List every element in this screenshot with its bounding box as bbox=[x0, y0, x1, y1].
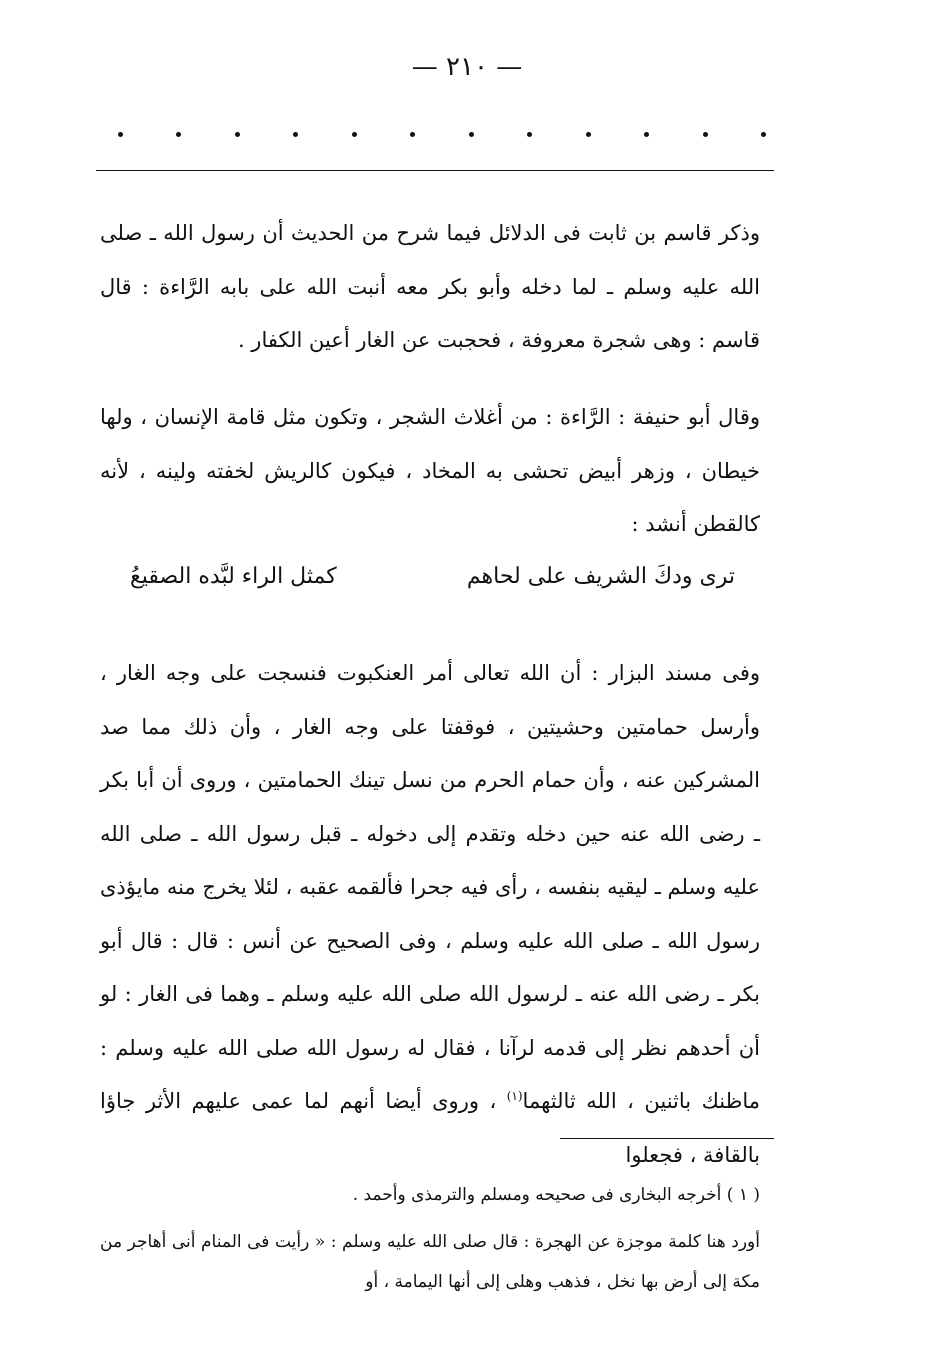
footnote-1: ( ١ ) أخرجه البخارى فى صحيحه ومسلم والترمذى وأحمد . bbox=[352, 1185, 760, 1205]
footnote-marker: (١) bbox=[506, 1089, 523, 1103]
separator-dot bbox=[469, 132, 474, 137]
separator-dot bbox=[293, 132, 298, 137]
separator-dot bbox=[761, 132, 766, 137]
paragraph-2: وقال أبو حنيفة : الرَّاءة : من أغلاث الشجر ، وتكون مثل قامة الإنسان ، ولها خيطان ، وزهر أبيض تحشى به المخاد ، فيكون كالريش لخفته ولينه ، لأنه كالقطن أنشد : bbox=[100, 405, 760, 536]
paragraph-3-text: وفى مسند البزار : أن الله تعالى أمر العنكبوت فنسجت على وجه الغار ، وأرسل حمامتين وحشيتين ، فوقفتا على وجه الغار ، وأن ذلك مما صد المشركين عنه ، وأن حمام الحرم من نسل تينك الحمامتين ، وروى أن أبا بكر ـ رضى الله عنه حين دخله وتقدم إلى دخوله ـ قبل رسول الله ـ صلى الله عليه وسلم ـ ليقيه بنفسه ، رأى فيه جحرا فألقمه عقبه ، لئلا يخرج منه مايؤذى رسول الله ـ صلى الله عليه وسلم ، وفى الصحيح عن أنس : قال : قال أبو بكر ـ رضى الله عنه ـ لرسول الله صلى الله عليه وسلم ـ وهما فى الغار : لو أن أحدهم نظر إلى قدمه لرآنا ، فقال له رسول الله صلى الله عليه وسلم : ماظنك باثنين ، الله ثالثهما bbox=[100, 661, 761, 1113]
separator-dot bbox=[644, 132, 649, 137]
verse-hemistich-left: كمثل الراء لبَّده الصقيعُ bbox=[130, 564, 337, 589]
page-number: — ٢١٠ — bbox=[411, 52, 523, 82]
separator-dot bbox=[703, 132, 708, 137]
separator-dot bbox=[235, 132, 240, 137]
separator-dot bbox=[118, 132, 123, 137]
separator-dot bbox=[527, 132, 532, 137]
paragraph-1: وذكر قاسم بن ثابت فى الدلائل فيما شرح من الحديث أن رسول الله ـ صلى الله عليه وسلم ـ لما دخله وأبو بكر معه أنبت الله على بابه الرَّاءة : قال قاسم : وهى شجرة معروفة ، فحجبت عن الغار أعين الكفار . bbox=[100, 221, 760, 352]
separator-dot bbox=[352, 132, 357, 137]
separator-dot bbox=[176, 132, 181, 137]
separator-dot bbox=[586, 132, 591, 137]
footnote-rule bbox=[560, 1138, 774, 1139]
footnote-2: أورد هنا كلمة موجزة عن الهجرة : قال صلى الله عليه وسلم : « رأيت فى المنام أنى أهاجر من مكة إلى أرض بها نخل ، فذهب وهلى إلى أنها اليمامة ، أو bbox=[100, 1232, 760, 1292]
paragraph-3 bbox=[100, 647, 760, 1182]
paragraph-3-tail: ، وروى أيضا أنهم لما عمى عليهم الأثر جاؤا بالقافة ، فجعلوا bbox=[100, 1089, 760, 1167]
verse-hemistich-right: ترى ودكَ الشريف على لحاهم bbox=[466, 564, 735, 589]
dotted-separator bbox=[118, 132, 766, 137]
separator-dot bbox=[410, 132, 415, 137]
poetry-verse bbox=[130, 552, 735, 602]
header-rule bbox=[96, 170, 774, 171]
